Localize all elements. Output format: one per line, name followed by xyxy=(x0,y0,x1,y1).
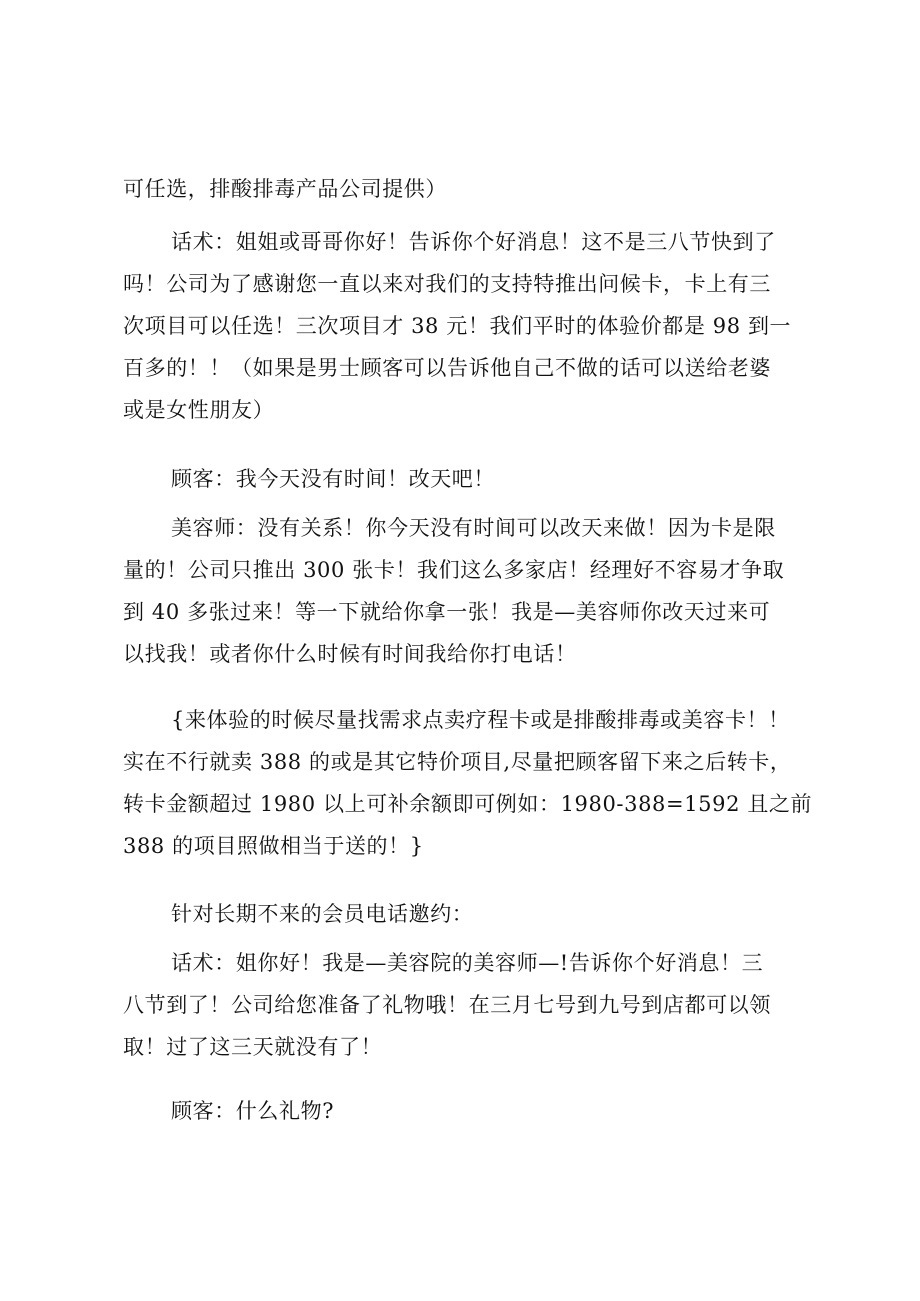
text-line: 次项目可以任选！三次项目才 38 元！我们平时的体验价都是 98 到一 xyxy=(123,314,792,338)
text-line: 话术：姐你好！我是—美容院的美容师—!告诉你个好消息！三 xyxy=(171,951,764,975)
text-line: 八节到了！公司给您准备了礼物哦！在三月七号到九号到店都可以领 xyxy=(123,993,771,1017)
text-line: 顾客：我今天没有时间！改天吧！ xyxy=(171,467,495,491)
paragraph-continuation xyxy=(123,168,819,210)
text-line: 百多的！！（如果是男士顾客可以告诉他自己不做的话可以送给老婆 xyxy=(123,356,771,380)
text-line: 实在不行就卖 388 的或是其它特价项目,尽量把顾客留下来之后转卡， xyxy=(123,750,792,774)
paragraph-member-invitation xyxy=(123,942,819,1068)
text-line: 388 的项目照做相当于送的！} xyxy=(123,834,424,858)
text-line: 美容师：没有关系！你今天没有时间可以改天来做！因为卡是限 xyxy=(171,516,776,540)
text-line: {来体验的时候尽量找需求点卖疗程卡或是排酸排毒或美容卡！！ xyxy=(171,708,790,732)
paragraph-section-heading xyxy=(123,893,819,935)
paragraph-customer-question xyxy=(123,1090,819,1132)
paragraph-script-intro xyxy=(123,221,819,431)
text-line: 取！过了这三天就没有了！ xyxy=(123,1035,383,1059)
text-line: 可任选，排酸排毒产品公司提供） xyxy=(123,177,447,201)
paragraph-sales-note xyxy=(123,699,819,867)
text-line: 以找我！或者你什么时候有时间我给你打电话！ xyxy=(123,642,577,666)
text-line: 吗！公司为了感谢您一直以来对我们的支持特推出问候卡，卡上有三 xyxy=(123,272,771,296)
paragraph-customer-reply xyxy=(123,458,819,500)
text-line: 到 40 多张过来！等一下就给你拿一张！我是—美容师你改天过来可 xyxy=(123,600,771,624)
text-line: 量的！公司只推出 300 张卡！我们这么多家店！经理好不容易才争取 xyxy=(123,558,785,582)
text-line: 或是女性朋友） xyxy=(123,398,275,422)
text-line: 转卡金额超过 1980 以上可补余额即可例如：1980-388=1592 且之前 xyxy=(123,792,813,816)
text-line: 顾客：什么礼物? xyxy=(171,1099,335,1123)
text-line: 话术：姐姐或哥哥你好！告诉你个好消息！这不是三八节快到了 xyxy=(171,230,776,254)
paragraph-beautician-reply xyxy=(123,507,819,675)
text-line: 针对长期不来的会员电话邀约： xyxy=(171,902,474,926)
